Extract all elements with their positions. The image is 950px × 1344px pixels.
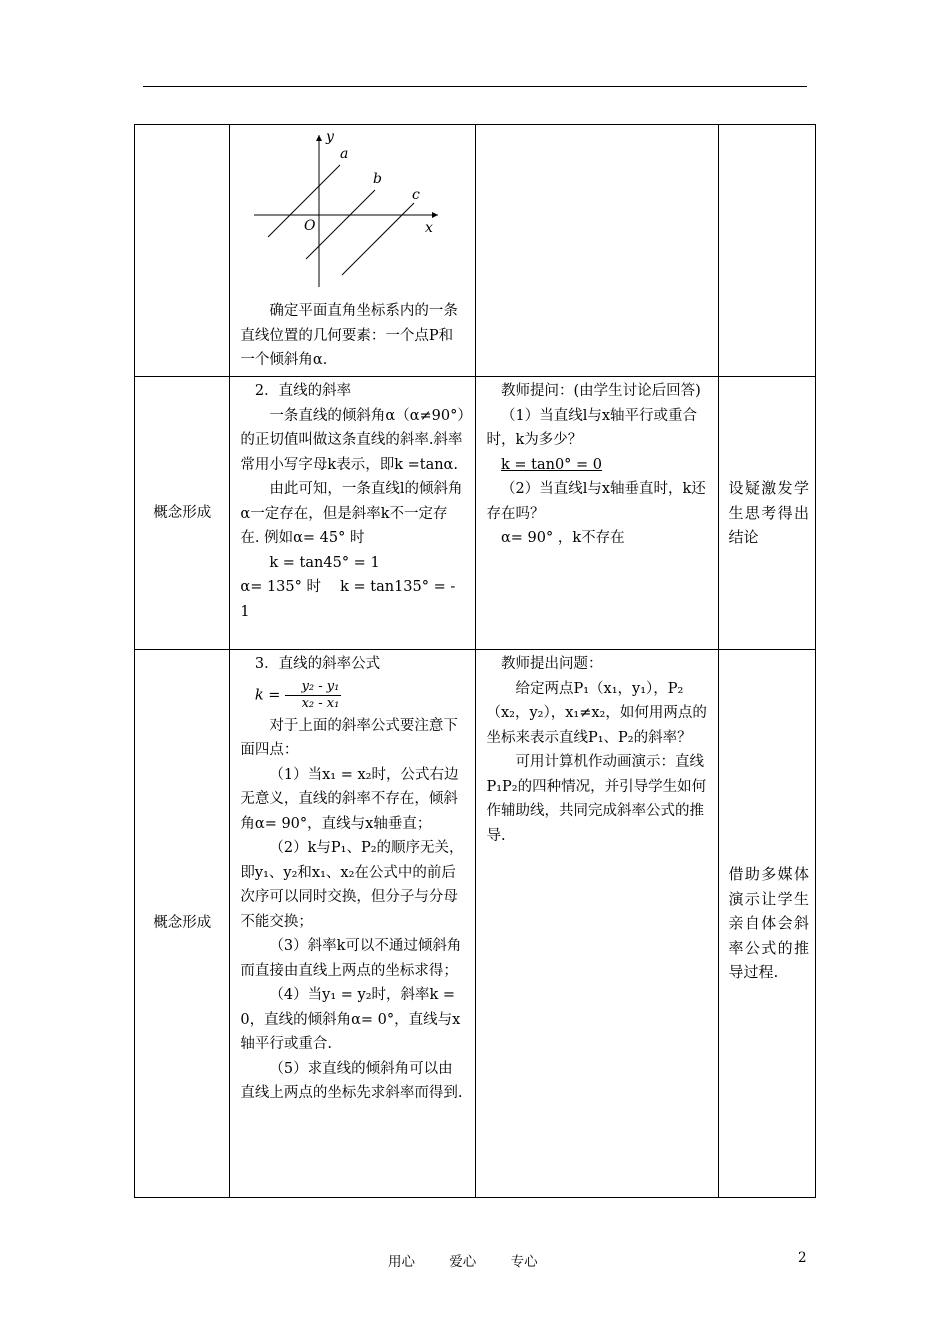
section-heading: 3．直线的斜率公式	[254, 656, 381, 672]
formula-point-2: （2）k与P₁、P₂的顺序无关，即y₁、y₂和x₁、x₂在公式中的前后次序可以同时交换，但分子与分母不能交换；	[240, 840, 464, 930]
formula-fraction	[285, 679, 341, 712]
stage-label: 概念形成	[135, 377, 230, 650]
line-b	[306, 190, 375, 259]
teacher-question-2: （2）当直线l与x轴垂直时，k还存在吗？	[486, 481, 706, 522]
formula-point-1: （1）当x₁ = x₂时，公式右边无意义，直线的斜率不存在，倾斜角α= 90°，直线与x轴垂直；	[240, 766, 459, 832]
teacher-demo: 可用计算机作动画演示：直线P₁P₂的四种情况，并引导学生如何作辅助线，共同完成斜率公式的推导.	[486, 754, 707, 844]
section-heading: 2．直线的斜率	[254, 383, 352, 399]
teacher-cell	[476, 377, 718, 650]
slope-existence: 由此可知，一条直线l的倾斜角α一定存在，但是斜率k不一定存在. 例如α= 45° 时	[240, 481, 463, 546]
teacher-question: 给定两点P₁（x₁，y₁），P₂（x₂，y₂），x₁≠x₂，如何用两点的坐标来表示直线P₁、P₂的斜率？	[486, 680, 707, 746]
teacher-question-intro: 教师提问：(由学生讨论后回答)	[500, 383, 701, 399]
teacher-cell-empty	[476, 125, 718, 377]
coordinate-graph	[230, 125, 475, 297]
geometric-elements-text: 确定平面直角坐标系内的一条直线位置的几何要素：一个点P和一个倾斜角α．	[240, 303, 458, 368]
teacher-prompt: 教师提出问题：	[500, 656, 603, 672]
footer-word-3: 专心	[510, 1254, 538, 1270]
formula-intro: 对于上面的斜率公式要注意下面四点：	[240, 717, 458, 758]
formula-numerator: y₂ - y₁	[285, 679, 341, 696]
line-b-label: b	[373, 171, 383, 187]
line-c-label: c	[412, 187, 421, 203]
teacher-question-1: （1）当直线l与x轴平行或重合时，k为多少？	[486, 407, 698, 448]
answer-1-wrap	[486, 453, 708, 478]
slope-formula	[240, 679, 466, 712]
footer-motto	[388, 1250, 568, 1270]
line-a-label: a	[340, 146, 349, 162]
table-row	[135, 650, 816, 1198]
footer-word-1: 用心	[388, 1254, 415, 1270]
formula-point-3: （3）斜率k可以不通过倾斜角而直接由直线上两点的坐标求得；	[240, 938, 462, 979]
goal-text: 设疑激发学生思考得出结论	[728, 479, 809, 547]
stage-label: 概念形成	[135, 650, 230, 1198]
example-45: k = tan45° = 1	[269, 554, 380, 571]
formula-denominator: x₂ - x₁	[301, 695, 340, 711]
page-number: 2	[798, 1250, 807, 1266]
goal-cell	[718, 377, 815, 650]
teacher-cell	[476, 650, 718, 1198]
goal-text: 借助多媒体演示让学生亲自体会斜率公式的推导过程.	[728, 865, 809, 982]
goal-cell	[718, 650, 815, 1198]
line-c	[342, 203, 414, 275]
formula-lhs: k =	[254, 687, 281, 703]
x-axis-label: x	[425, 220, 434, 236]
answer-1: k = tan0° = 0	[500, 456, 603, 473]
example-135: α= 135° 时 k = tan135° = - 1	[240, 579, 456, 620]
formula-point-4: （4）当y₁ = y₂时，斜率k = 0，直线的倾斜角α= 0°，直线与x轴平行或重合.	[240, 987, 461, 1052]
formula-point-5: （5）求直线的倾斜角可以由直线上两点的坐标先求斜率而得到.	[240, 1060, 463, 1101]
origin-label: O	[304, 218, 316, 234]
content-cell	[230, 377, 476, 650]
content-cell	[230, 650, 476, 1198]
y-axis-label: y	[326, 129, 335, 145]
footer-word-2: 爱心	[449, 1254, 477, 1270]
table-row	[135, 125, 816, 377]
content-cell	[230, 125, 476, 377]
table-row	[135, 377, 816, 650]
header-rule	[143, 86, 807, 87]
answer-2: α= 90° ，k不存在	[500, 530, 625, 546]
slope-definition: 一条直线的倾斜角α（α≠90°）的正切值叫做这条直线的斜率.斜率常用小写字母k表示，即k =tanα.	[240, 407, 465, 473]
goal-cell-empty	[718, 125, 815, 377]
lesson-table	[134, 124, 816, 1198]
stage-cell-empty	[135, 125, 230, 377]
